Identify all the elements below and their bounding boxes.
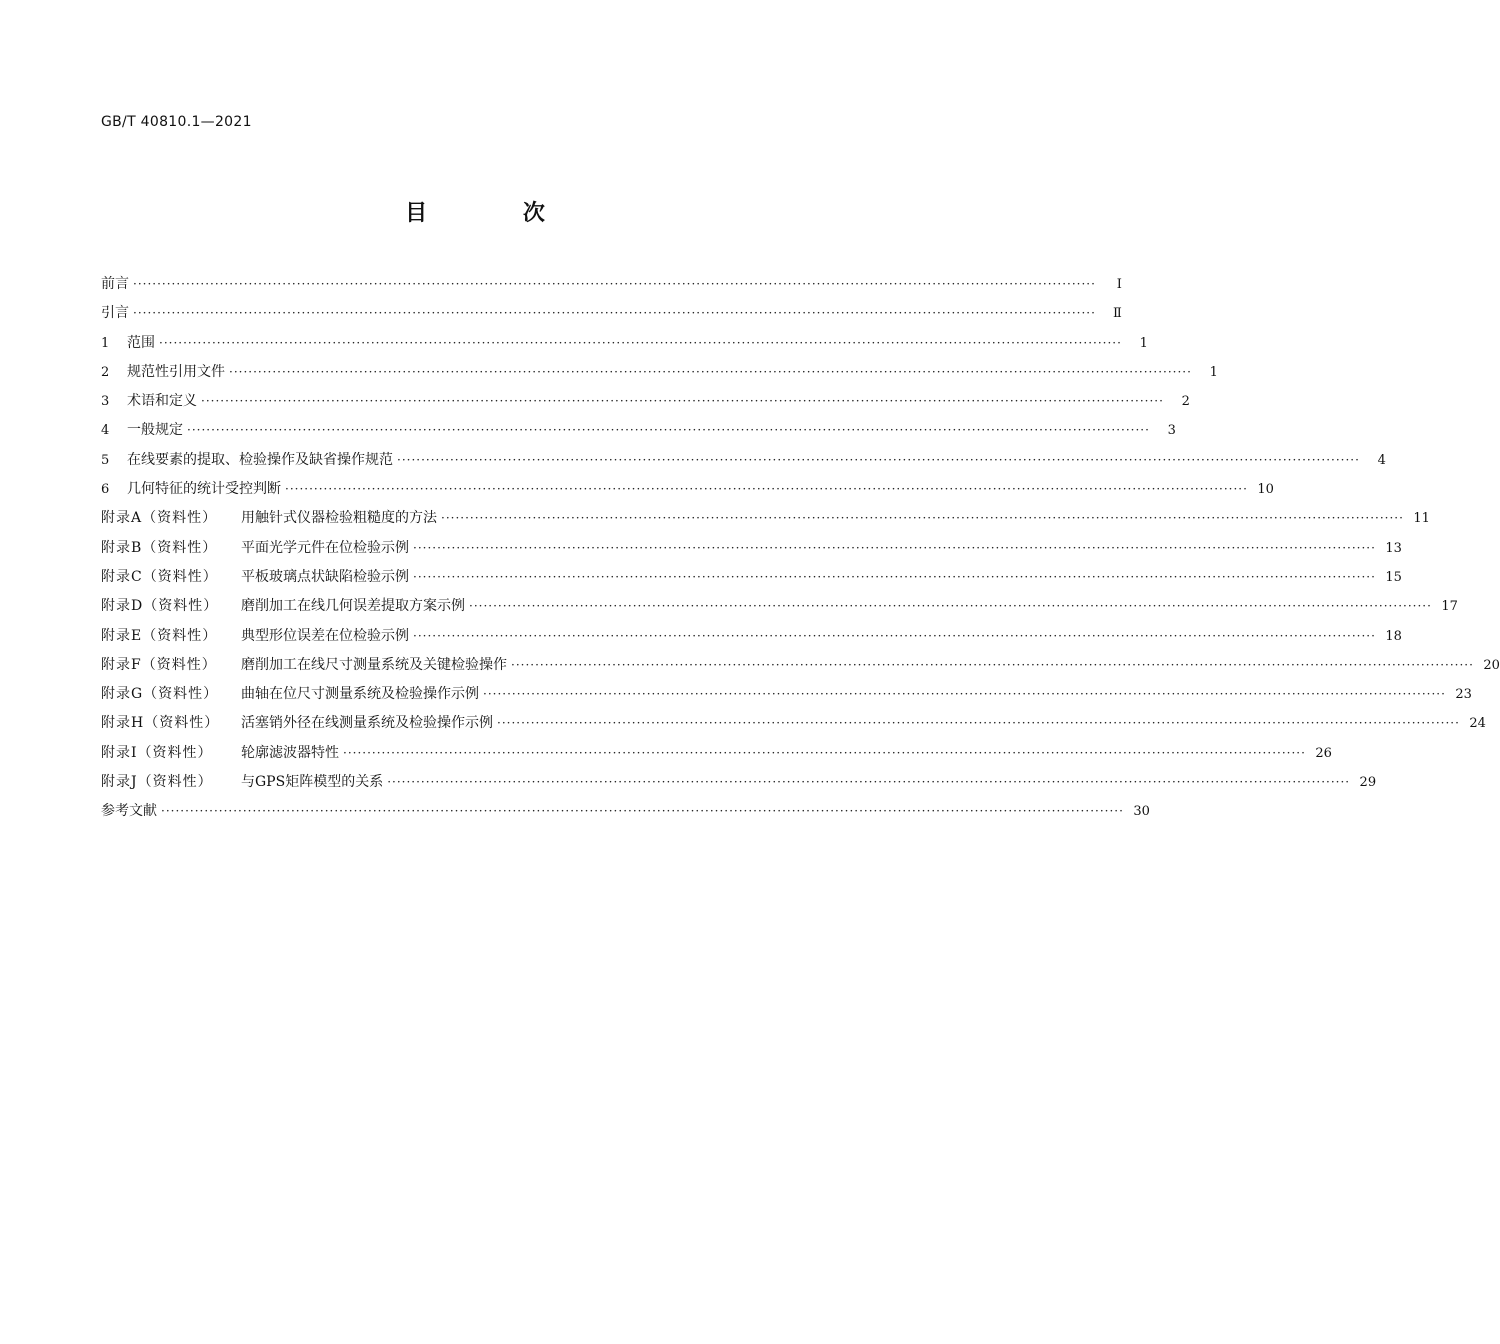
toc-entry[interactable] <box>101 739 1332 768</box>
toc-dot-leader: ········································································································································································································ <box>229 364 1192 379</box>
toc-dot-leader: ········································································································································································································ <box>387 775 1351 790</box>
toc-section-number: 4 <box>101 423 110 439</box>
toc-entry[interactable] <box>101 358 1218 387</box>
toc-dot-leader: ········································································································································································································ <box>187 423 1150 438</box>
toc-entry[interactable] <box>101 563 1402 592</box>
toc-page-number: 2 <box>1181 394 1190 410</box>
toc-page-number: 10 <box>1257 482 1274 498</box>
toc-entry-title: 曲轴在位尺寸测量系统及检验操作示例 <box>241 686 479 703</box>
toc-dot-leader: ········································································································································································································ <box>397 452 1360 467</box>
toc-entry-label <box>101 739 343 768</box>
toc-page-number: 11 <box>1413 511 1430 527</box>
toc-dot-leader: ········································································································································································································ <box>441 511 1404 526</box>
toc-entry[interactable] <box>101 651 1500 680</box>
toc-page-number: 18 <box>1385 628 1402 644</box>
table-of-contents <box>101 270 1500 827</box>
toc-appendix-label: 附录F（资料性） <box>101 656 217 673</box>
toc-entry-title: 与GPS矩阵模型的关系 <box>241 774 384 791</box>
toc-entry-label <box>101 534 413 563</box>
toc-entry-label <box>101 387 201 416</box>
toc-entry-title: 规范性引用文件 <box>127 363 225 380</box>
toc-appendix-label: 附录A（资料性） <box>101 510 218 527</box>
toc-entry-title: 磨削加工在线几何误差提取方案示例 <box>241 598 465 615</box>
toc-entry-title: 几何特征的统计受控判断 <box>127 481 281 498</box>
toc-section-number: 3 <box>101 394 110 410</box>
toc-entry-title: 在线要素的提取、检验操作及缺省操作规范 <box>127 451 393 468</box>
toc-page-number: 24 <box>1469 716 1486 732</box>
toc-page-number: 13 <box>1385 540 1402 556</box>
toc-section-number: 5 <box>101 452 110 468</box>
toc-entry-label <box>101 680 483 709</box>
toc-dot-leader: ········································································································································································································ <box>497 716 1460 731</box>
toc-entry-label <box>101 299 133 328</box>
toc-page-number: 30 <box>1133 804 1150 820</box>
toc-page-number: 20 <box>1483 657 1500 673</box>
toc-appendix-label: 附录B（资料性） <box>101 539 218 556</box>
toc-entry[interactable] <box>101 709 1486 738</box>
toc-entry[interactable] <box>101 475 1274 504</box>
toc-entry-label <box>101 446 397 475</box>
toc-entry-title: 轮廓滤波器特性 <box>241 744 339 761</box>
toc-page-number: 1 <box>1139 335 1148 351</box>
toc-entry[interactable] <box>101 416 1176 445</box>
toc-entry-label <box>101 358 229 387</box>
toc-page-number: 4 <box>1377 452 1386 468</box>
standard-number: GB/T 40810.1—2021 <box>101 114 252 130</box>
toc-dot-leader: ········································································································································································································ <box>413 540 1376 555</box>
toc-section-number: 2 <box>101 364 110 380</box>
toc-dot-leader: ········································································································································································································ <box>285 482 1248 497</box>
toc-page-number: 1 <box>1209 364 1218 380</box>
toc-entry-title: 前言 <box>101 276 129 292</box>
toc-entry[interactable] <box>101 387 1190 416</box>
toc-entry[interactable] <box>101 329 1148 358</box>
toc-entry[interactable] <box>101 622 1402 651</box>
toc-entry-label <box>101 504 441 533</box>
toc-entry-label <box>101 329 159 358</box>
toc-entry[interactable] <box>101 797 1150 826</box>
toc-entry[interactable] <box>101 592 1458 621</box>
toc-dot-leader: ········································································································································································································ <box>133 306 1096 321</box>
toc-entry-label <box>101 270 133 299</box>
toc-entry[interactable] <box>101 270 1122 299</box>
toc-appendix-label: 附录G（资料性） <box>101 686 219 703</box>
toc-entry-label <box>101 622 413 651</box>
toc-page-number: 17 <box>1441 599 1458 615</box>
toc-entry[interactable] <box>101 534 1402 563</box>
toc-entry-label <box>101 709 497 738</box>
toc-entry-title: 活塞销外径在线测量系统及检验操作示例 <box>241 715 493 732</box>
toc-entry-label <box>101 563 413 592</box>
toc-dot-leader: ········································································································································································································ <box>201 394 1164 409</box>
toc-appendix-label: 附录E（资料性） <box>101 627 218 644</box>
toc-entry-label <box>101 592 469 621</box>
toc-entry-title: 一般规定 <box>127 422 183 439</box>
toc-page-number: 15 <box>1385 569 1402 585</box>
toc-entry-label <box>101 416 187 445</box>
toc-appendix-label: 附录I（资料性） <box>101 744 213 761</box>
toc-entry-title: 用触针式仪器检验粗糙度的方法 <box>241 510 437 527</box>
toc-page-number: Ⅱ <box>1113 306 1122 322</box>
toc-dot-leader: ········································································································································································································ <box>413 628 1376 643</box>
toc-section-number: 1 <box>101 335 110 351</box>
toc-dot-leader: ········································································································································································································ <box>469 599 1432 614</box>
toc-appendix-label: 附录C（资料性） <box>101 568 218 585</box>
toc-entry-title: 范围 <box>127 334 155 351</box>
toc-section-number: 6 <box>101 482 110 498</box>
toc-entry-label <box>101 768 387 797</box>
toc-page-number: 3 <box>1167 423 1176 439</box>
toc-dot-leader: ········································································································································································································ <box>511 657 1474 672</box>
toc-entry-label <box>101 797 161 826</box>
toc-entry[interactable] <box>101 680 1472 709</box>
toc-entry[interactable] <box>101 504 1430 533</box>
toc-appendix-label: 附录J（资料性） <box>101 774 213 791</box>
toc-entry-title: 平板玻璃点状缺陷检验示例 <box>241 568 409 585</box>
toc-appendix-label: 附录D（资料性） <box>101 598 219 615</box>
toc-page-number: 23 <box>1455 687 1472 703</box>
toc-appendix-label: 附录H（资料性） <box>101 715 220 732</box>
toc-page-number: Ⅰ <box>1116 277 1122 292</box>
toc-dot-leader: ········································································································································································································ <box>133 277 1096 291</box>
toc-dot-leader: ········································································································································································································ <box>483 687 1446 702</box>
toc-entry[interactable] <box>101 446 1386 475</box>
toc-dot-leader: ········································································································································································································ <box>413 569 1376 584</box>
toc-entry-title: 平面光学元件在位检验示例 <box>241 539 409 556</box>
toc-entry-label <box>101 651 511 680</box>
page-title: 目 次 <box>405 201 589 226</box>
toc-entry-title: 磨削加工在线尺寸测量系统及关键检验操作 <box>241 656 507 673</box>
toc-entry-label <box>101 475 285 504</box>
toc-page-number: 29 <box>1359 775 1377 791</box>
toc-entry-title: 典型形位误差在位检验示例 <box>241 627 409 644</box>
toc-entry-title: 术语和定义 <box>127 393 197 410</box>
toc-dot-leader: ········································································································································································································ <box>161 804 1124 819</box>
toc-dot-leader: ········································································································································································································ <box>159 335 1122 350</box>
toc-entry[interactable] <box>101 768 1377 797</box>
toc-entry[interactable] <box>101 299 1122 328</box>
toc-entry-title: 参考文献 <box>101 803 157 820</box>
toc-entry-title: 引言 <box>101 305 129 322</box>
toc-page-number: 26 <box>1315 745 1332 761</box>
toc-dot-leader: ········································································································································································································ <box>343 745 1306 760</box>
